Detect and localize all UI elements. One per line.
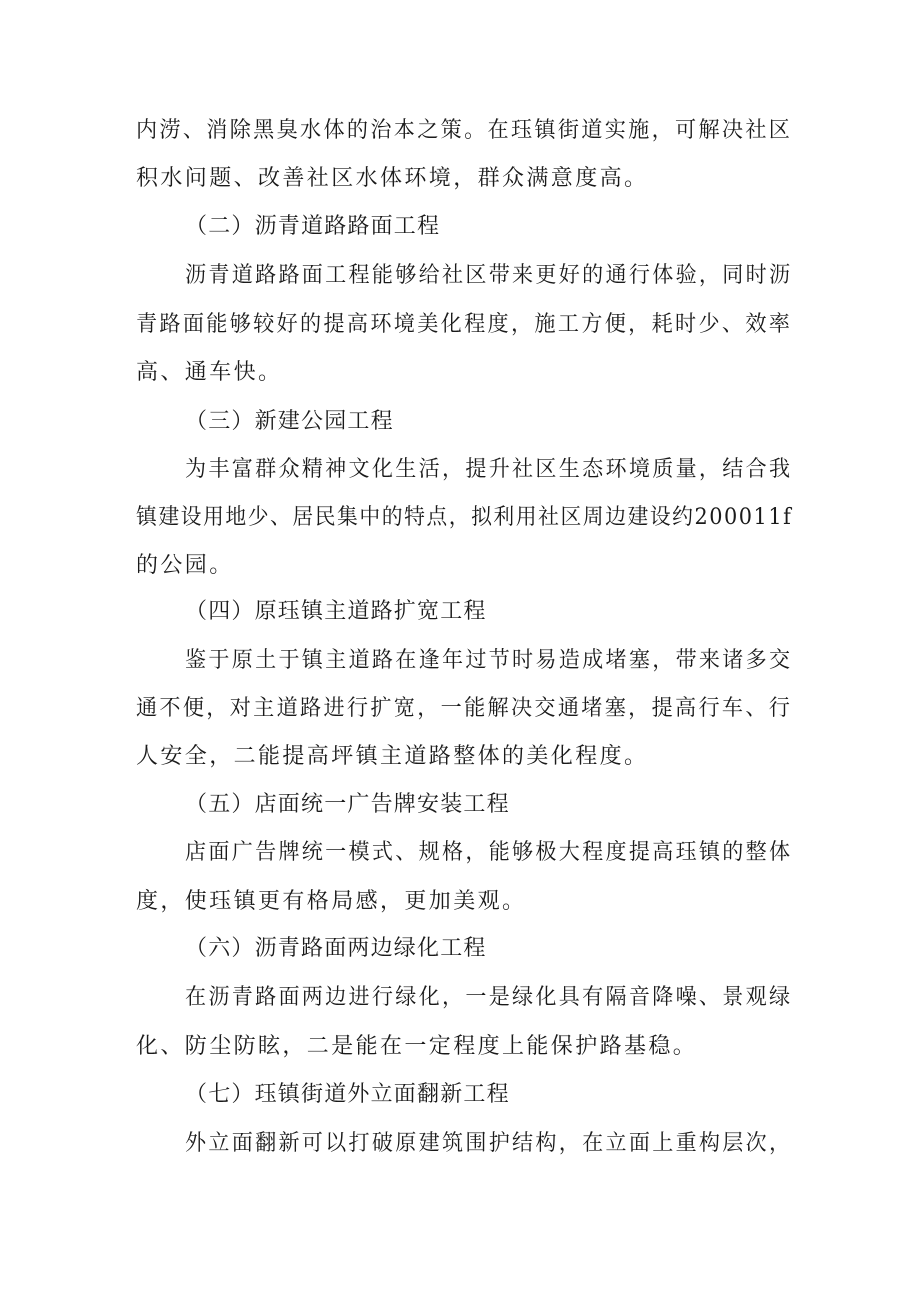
paragraph-first-line: 店面广告牌统一模式、规格，能够极大程度提高珏镇的整体 (185, 840, 793, 865)
paragraph-first-line: 鉴于原土于镇主道路在逢年过节时易造成堵塞，带来诸多交 (185, 648, 793, 673)
body-text-line: 青路面能够较好的提高环境美化程度，施工方便，耗时少、效率 (136, 312, 793, 337)
section-heading: （二）沥青道路路面工程 (185, 214, 441, 239)
section-heading: （六）沥青路面两边绿化工程 (185, 936, 487, 961)
body-text-line: 内涝、消除黑臭水体的治本之策。在珏镇街道实施，可解决社区 (136, 118, 793, 143)
paragraph-first-line: 外立面翻新可以打破原建筑围护结构，在立面上重构层次， (185, 1131, 793, 1156)
body-text-line: 积水问题、改善社区水体环境，群众满意度高。 (136, 166, 649, 191)
section-heading: （四）原珏镇主道路扩宽工程 (185, 599, 487, 624)
body-text-line: 化、防尘防眩，二是能在一定程度上能保护路基稳。 (136, 1034, 698, 1059)
body-text-line: 高、通车快。 (136, 360, 283, 385)
paragraph-first-line: 为丰富群众精神文化生活，提升社区生态环境质量，结合我 (185, 457, 793, 482)
section-heading: （三）新建公园工程 (185, 409, 394, 434)
paragraph-first-line: 沥青道路路面工程能够给社区带来更好的通行体验，同时沥 (185, 263, 793, 288)
body-text-line: 的公园。 (136, 553, 234, 578)
body-text-line: 人安全，二能提高坪镇主道路整体的美化程度。 (136, 744, 649, 769)
body-text-line: 通不便，对主道路进行扩宽，一能解决交通堵塞，提高行车、行 (136, 696, 793, 721)
body-text-line: 度，使珏镇更有格局感，更加美观。 (136, 889, 527, 914)
paragraph-first-line: 在沥青路面两边进行绿化，一是绿化具有隔音降噪、景观绿 (185, 985, 793, 1010)
section-heading: （七）珏镇街道外立面翻新工程 (185, 1082, 510, 1107)
body-text-line: 镇建设用地少、居民集中的特点，拟利用社区周边建设约200011f (136, 505, 793, 530)
section-heading: （五）店面统一广告牌安装工程 (185, 792, 510, 817)
